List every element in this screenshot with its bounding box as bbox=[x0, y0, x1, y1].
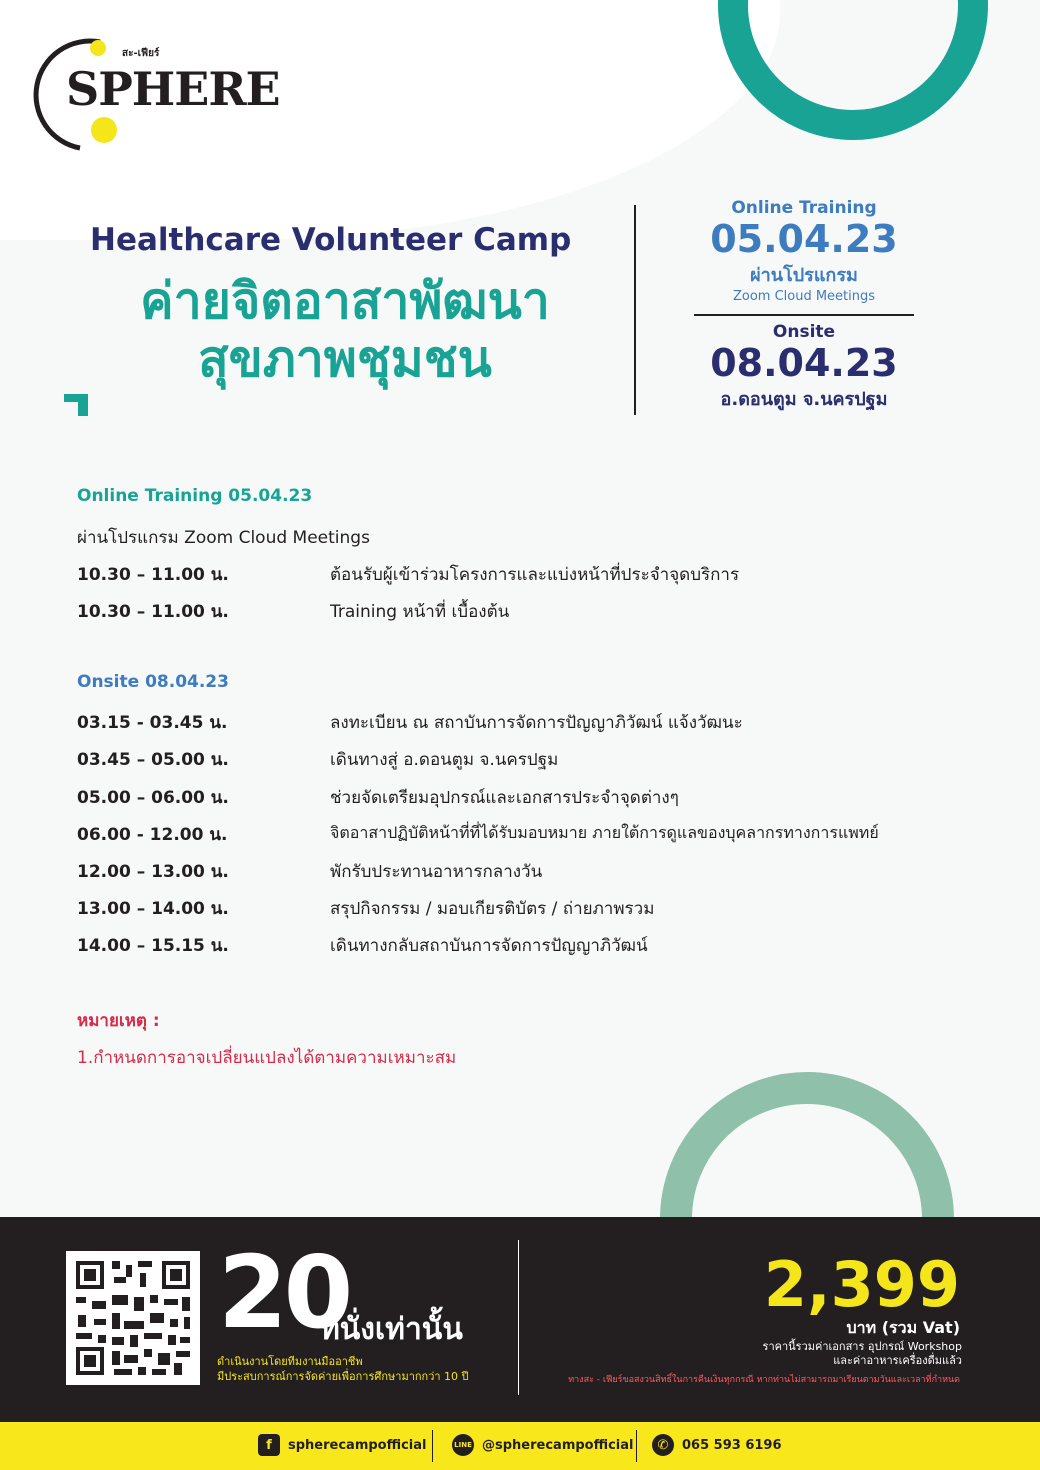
includes-line1: ราคานี้รวมค่าเอกสาร อุปกรณ์ Workshop bbox=[762, 1340, 962, 1353]
row-time: 14.00 – 15.15 น. bbox=[77, 936, 229, 956]
row-time: 12.00 – 13.00 น. bbox=[77, 862, 229, 882]
row-time: 06.00 - 12.00 น. bbox=[77, 825, 228, 845]
row-desc: ต้อนรับผู้เข้าร่วมโครงการและแบ่งหน้าที่ประจำจุดบริการ bbox=[330, 565, 740, 585]
date-divider bbox=[694, 314, 914, 316]
onsite-date: 08.04.23 bbox=[710, 341, 898, 385]
refund-disclaimer: ทางสะ - เฟียร์ขอสงวนสิทธิ์ในการคืนเงินทุกกรณี หากท่านไม่สามารถมาเรียนตามวันและเวลาที่กำหนด bbox=[568, 1375, 960, 1385]
row-time: 05.00 – 06.00 น. bbox=[77, 788, 229, 808]
title-thai bbox=[60, 272, 630, 388]
row-time: 13.00 – 14.00 น. bbox=[77, 899, 229, 919]
corner-mark-icon bbox=[64, 394, 88, 416]
online-subheading: ผ่านโปรแกรม Zoom Cloud Meetings bbox=[77, 528, 370, 548]
contact-separator bbox=[432, 1430, 433, 1462]
line-handle[interactable]: @spherecampofficial bbox=[482, 1437, 634, 1453]
price: 2,399 bbox=[763, 1248, 960, 1321]
organizer-info bbox=[217, 1354, 469, 1384]
facebook-handle[interactable]: spherecampofficial bbox=[288, 1437, 427, 1453]
onsite-heading: Onsite 08.04.23 bbox=[77, 672, 229, 692]
organizer-line2: มีประสบการณ์การจัดค่ายเพื่อการศึกษามากกว่า 10 ปี bbox=[217, 1370, 469, 1383]
onsite-place: อ.ดอนตูม จ.นครปฐม bbox=[720, 389, 888, 410]
row-desc: สรุปกิจกรรม / มอบเกียรติบัตร / ถ่ายภาพรวม bbox=[330, 899, 655, 919]
includes-line2: และค่าอาหารเครื่องดื่มแล้ว bbox=[833, 1354, 962, 1367]
line-contact[interactable] bbox=[452, 1434, 634, 1456]
online-platform: Zoom Cloud Meetings bbox=[732, 289, 876, 304]
row-time: 10.30 – 11.00 น. bbox=[77, 565, 229, 585]
sphere-logo bbox=[30, 34, 280, 154]
onsite-label: Onsite bbox=[772, 322, 836, 342]
online-via: ผ่านโปรแกรม bbox=[750, 265, 858, 286]
row-time: 03.45 – 05.00 น. bbox=[77, 750, 229, 770]
note-item: 1.กำหนดการอาจเปลี่ยนแปลงได้ตามความเหมาะสม bbox=[77, 1048, 457, 1068]
price-unit: บาท (รวม Vat) bbox=[846, 1318, 960, 1337]
row-desc: เดินทางกลับสถาบันการจัดการปัญญาภิวัฒน์ bbox=[330, 936, 648, 956]
title-english: Healthcare Volunteer Camp bbox=[90, 222, 572, 258]
logo-wordmark: SPHERE bbox=[66, 62, 280, 116]
logo-thai-text: สะ-เฟียร์ bbox=[122, 48, 160, 59]
row-desc: Training หน้าที่ เบื้องต้น bbox=[330, 602, 510, 622]
online-label: Online Training bbox=[731, 198, 877, 218]
contact-separator bbox=[636, 1430, 637, 1462]
date-summary bbox=[694, 198, 914, 413]
title-divider bbox=[634, 205, 636, 415]
facebook-contact[interactable] bbox=[258, 1434, 427, 1456]
notes-heading: หมายเหตุ : bbox=[77, 1011, 160, 1031]
line-icon: LINE bbox=[452, 1434, 474, 1456]
row-time: 10.30 – 11.00 น. bbox=[77, 602, 229, 622]
row-desc: เดินทางสู่ อ.ดอนตูม จ.นครปฐม bbox=[330, 750, 559, 770]
seats-text: ที่นั่งเท่านั้น bbox=[320, 1312, 463, 1347]
title-thai-line2: สุขภาพชุมชน bbox=[198, 330, 492, 388]
row-desc: ลงทะเบียน ณ สถาบันการจัดการปัญญาภิวัฒน์ แจ้งวัฒนะ bbox=[330, 713, 743, 733]
facebook-icon: f bbox=[258, 1434, 280, 1456]
phone-number[interactable]: 065 593 6196 bbox=[682, 1437, 782, 1453]
online-heading: Online Training 05.04.23 bbox=[77, 486, 313, 506]
price-includes bbox=[700, 1340, 962, 1368]
seats-number: 20 bbox=[218, 1234, 350, 1351]
qr-code-icon[interactable] bbox=[66, 1251, 200, 1385]
row-desc: พักรับประทานอาหารกลางวัน bbox=[330, 862, 543, 882]
row-desc: ช่วยจัดเตรียมอุปกรณ์และเอกสารประจำจุดต่างๆ bbox=[330, 788, 679, 808]
decorative-ring-top bbox=[718, 0, 988, 140]
footer-divider bbox=[518, 1240, 519, 1395]
online-date: 05.04.23 bbox=[710, 217, 898, 261]
row-time: 03.15 - 03.45 น. bbox=[77, 713, 228, 733]
phone-icon: ✆ bbox=[652, 1434, 674, 1456]
row-desc: จิตอาสาปฏิบัติหน้าที่ที่ได้รับมอบหมาย ภายใต้การดูแลของบุคลากรทางการแพทย์ bbox=[330, 823, 879, 842]
title-thai-line1: ค่ายจิตอาสาพัฒนา bbox=[140, 272, 550, 330]
organizer-line1: ดำเนินงานโดยทีมงานมืออาชีพ bbox=[217, 1355, 363, 1368]
phone-contact[interactable] bbox=[652, 1434, 782, 1456]
